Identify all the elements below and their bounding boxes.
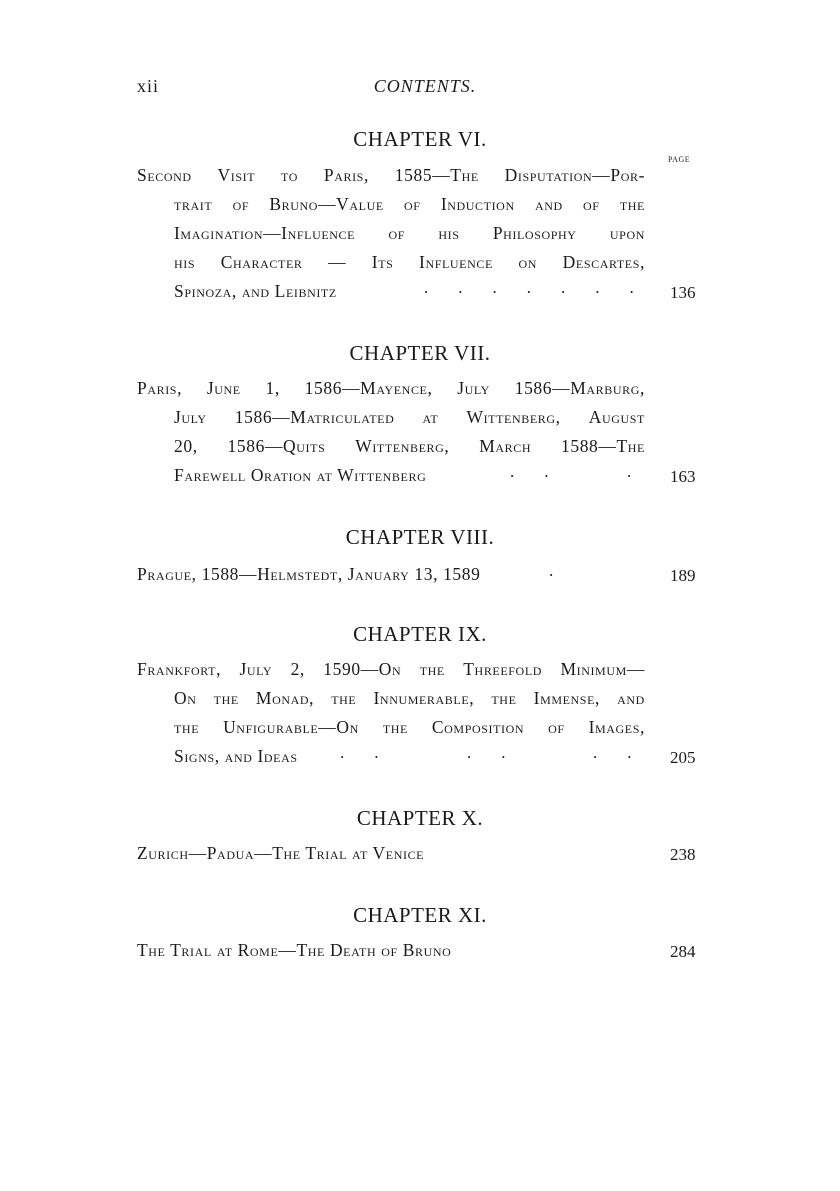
toc-line: On the Monad, the Innumerable, the Immense, and — [174, 688, 645, 708]
page-number: xii — [137, 76, 160, 96]
leader-dots: .. — [593, 743, 662, 762]
toc-line: trait of Bruno—Value of Induction and of the — [174, 194, 645, 214]
chapter-page-number: 136 — [670, 283, 696, 302]
leader-dots: .. — [340, 743, 409, 762]
toc-line: Second Visit to Paris, 1585—The Disputation—Por- — [137, 165, 645, 185]
chapter-heading: CHAPTER XI. — [353, 903, 487, 927]
chapter-page-number: 238 — [670, 845, 696, 864]
toc-line: July 1586—Matriculated at Wittenberg, August — [174, 407, 645, 427]
toc-line: Prague, 1588—Helmstedt, January 13, 1589 — [137, 564, 481, 584]
toc-line: Zurich—Padua—The Trial at Venice — [137, 843, 425, 863]
page-column-label: PAGE — [668, 155, 691, 164]
toc-line: Farewell Oration at Wittenberg — [174, 465, 427, 485]
chapter-heading: CHAPTER IX. — [353, 622, 487, 646]
chapter-heading: CHAPTER VI. — [353, 127, 487, 151]
leader-dots: ....... — [424, 278, 664, 297]
chapter-heading: CHAPTER VII. — [349, 341, 491, 365]
chapter-page-number: 284 — [670, 942, 696, 961]
running-title: CONTENTS. — [373, 76, 477, 96]
toc-line: 20, 1586—Quits Wittenberg, March 1588—The — [174, 436, 645, 456]
toc-line: the Unfigurable—On the Composition of Images, — [174, 717, 645, 737]
chapter-heading: CHAPTER VIII. — [345, 525, 495, 549]
chapter-page-number: 189 — [670, 566, 696, 585]
leader-dots: .. — [510, 462, 579, 481]
toc-line: Spinoza, and Leibnitz — [174, 281, 337, 301]
toc-line: Frankfort, July 2, 1590—On the Threefold Minimum— — [137, 659, 645, 679]
chapter-page-number: 205 — [670, 748, 696, 767]
toc-line: his Character — Its Influence on Descartes, — [174, 252, 645, 272]
chapter-heading: CHAPTER X. — [356, 806, 484, 830]
leader-dots: . — [627, 462, 662, 481]
leader-dots: . — [549, 561, 584, 580]
toc-line: Imagination—Influence of his Philosophy upon — [174, 223, 645, 243]
toc-line: Signs, and Ideas — [174, 746, 298, 766]
toc-line: Paris, June 1, 1586—Mayence, July 1586—Marburg, — [137, 378, 645, 398]
leader-dots: .. — [467, 743, 536, 762]
toc-line: The Trial at Rome—The Death of Bruno — [137, 940, 452, 960]
chapter-page-number: 163 — [670, 467, 696, 486]
